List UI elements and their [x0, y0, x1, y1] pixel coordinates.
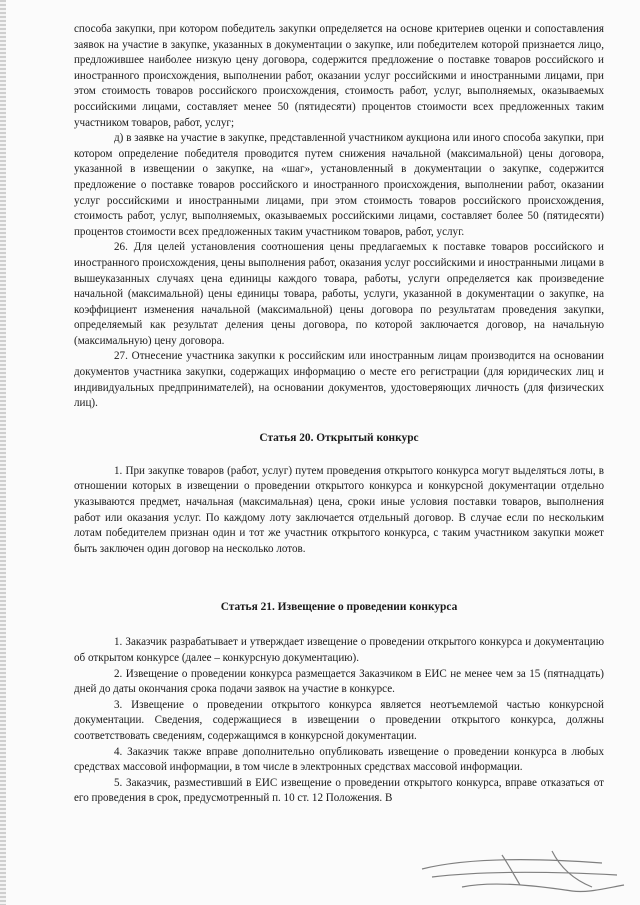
article-21-item-4: 4. Заказчик также вправе дополнительно опубликовать извещение о проведении конкурса в любых средствах массовой информации, в том числе в электронных средствах массовой информации. — [74, 745, 604, 774]
document-body — [74, 22, 604, 807]
paragraph-item-d: д) в заявке на участие в закупке, представленной участником аукциона или иного способа закупки, при котором определение победителя проводится путем снижения начальной (максимальной) цены договора, указанной в извещении о закупке, на «шаг», установленный в документации о закупке, содержится предложение о поставке товаров российского и иностранного происхождения, выполнении работ, оказании услуг российскими и иностранными лицами, при этом стоимость товаров российского происхождения, стоимость работ, услуг, выполняемых, оказываемых российскими лицами, составляет более 50 (пятидесяти) процентов стоимости всех предложенных таким участником товаров, работ, услуг. — [74, 132, 604, 238]
article-21-items — [74, 635, 604, 807]
article-20-paragraph-1: 1. При закупке товаров (работ, услуг) путем проведения открытого конкурса могут выделяться лоты, в отношении которых в извещении о проведении открытого конкурса и конкурсной документации отдельно указываются предмет, начальная (максимальная) цена, сроки иные условия поставки товаров, выполнения работ или оказания услуг. По каждому лоту заключается отдельный договор. В случае если по нескольким лотам победителем признан один и тот же участник открытого конкурса, с таким участником закупки может быть заключен один договор на несколько лотов. — [74, 464, 604, 555]
paragraph-27: 27. Отнесение участника закупки к российским или иностранным лицам производится на основании документов участника закупки, содержащих информацию о месте его регистрации (для юридических лиц и индивидуальных предпринимателей), на основании документов, удостоверяющих личность (для физических лиц). — [74, 350, 604, 410]
article-21-item-2: 2. Извещение о проведении конкурса размещается Заказчиком в ЕИС не менее чем за 15 (пятнадцать) дней до даты окончания срока подачи заявок на участие в конкурсе. — [74, 667, 604, 696]
paragraph-continuation: способа закупки, при котором победитель закупки определяется на основе критериев оценки и сопоставления заявок на участие в закупке, указанных в документации о закупке, или победителем которой признается лицо, предложившее наиболее низкую цену договора, содержится предложение о поставке товаров российского и иностранного происхождения, выполнении работ, оказании услуг российскими и иностранными лицами, при этом стоимость товаров российского происхождения, стоимость работ, услуг, выполняемых, оказываемых российскими лицами, составляет менее 50 (пятидесяти) процентов стоимости всех предложенных таким участником товаров, работ, услуг; — [74, 23, 604, 129]
signature-stamp — [402, 841, 632, 899]
article-21-item-5: 5. Заказчик, разместивший в ЕИС извещение о проведении открытого конкурса, вправе отказаться от его проведения в срок, предусмотренный п. 10 ст. 12 Положения. В — [74, 776, 604, 805]
article-20-title: Статья 20. Открытый конкурс — [259, 431, 419, 444]
article-21-item-3: 3. Извещение о проведении открытого конкурса является неотъемлемой частью конкурсной документации. Сведения, содержащиеся в извещении о проведении открытого конкурса, должны соответствовать сведениям, содержащимся в конкурсной документации. — [74, 698, 604, 742]
article-21-title: Статья 21. Извещение о проведении конкурса — [220, 601, 458, 614]
scan-edge — [0, 0, 6, 905]
paragraph-26: 26. Для целей установления соотношения цены предлагаемых к поставке товаров российского и иностранного происхождения, цены выполнения работ, оказания услуг российскими и иностранными лицами в вышеуказанных случаях цена единицы каждого товара, работы, услуги определяется как произведение начальной (максимальной) цены единицы товара, работы, услуги, указанной в документации о закупке, на коэффициент изменения начальной (максимальной) цены договора по результатам проведения закупки, определяемый как результат деления цены договора, по которой заключается договор, на начальную (максимальную) цену договора. — [74, 241, 604, 347]
article-21-item-1: 1. Заказчик разрабатывает и утверждает извещение о проведении открытого конкурса и документацию об открытом конкурсе (далее – конкурсную документацию). — [74, 636, 604, 664]
